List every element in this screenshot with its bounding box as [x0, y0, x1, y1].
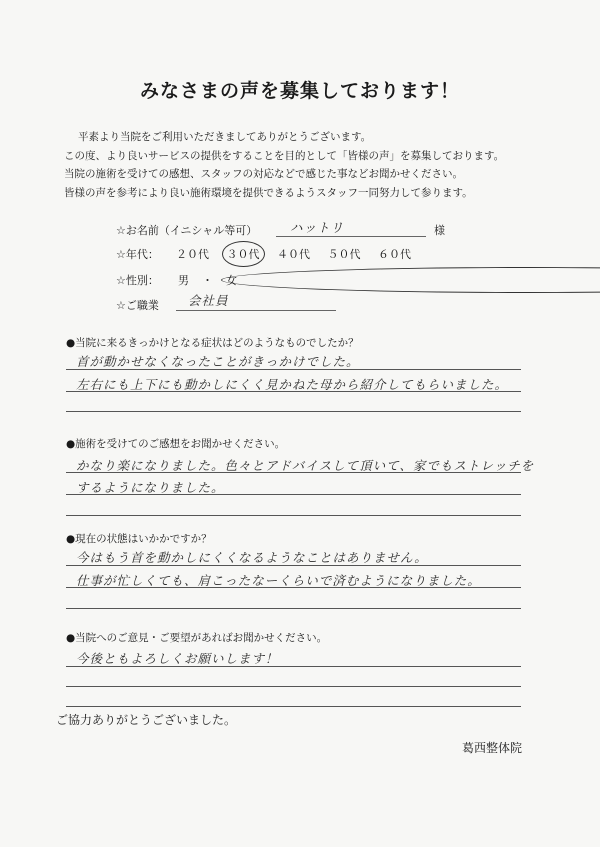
question-4: ●当院へのご意見・ご要望があればお聞かせください。 [66, 632, 328, 644]
age-option-selected: ３０代 [226, 248, 260, 261]
name-label: ☆お名前（イニシャル等可） [116, 224, 258, 237]
answer-rule [66, 515, 521, 516]
answer-3-line-2: 仕事が忙しくても、肩こったなーくらいで済むようになりました。 [76, 573, 481, 588]
question-1: ●当院に来るきっかけとなる症状はどのようなものでしたか？ [66, 337, 359, 349]
sex-separator: ・ [202, 274, 213, 287]
answer-2-line-2: するようになりました。 [76, 480, 225, 495]
age-option: ５０代 [327, 248, 361, 261]
intro-line: 当院の施術を受けての感想、スタッフの対応などで感じた事などお聞かせください。 [64, 168, 463, 180]
intro-line: 平素より当院をご利用いただきましてありがとうございます。 [78, 131, 372, 143]
job-value: 会社員 [188, 293, 229, 308]
answer-3-line-1: 今はもう首を動かしにくくなるようなことはありません。 [76, 550, 428, 565]
answer-2-line-1: かなり楽になりました。色々とアドバイスして頂いて、家でもストレッチを [76, 458, 535, 473]
answer-rule [66, 686, 521, 687]
answer-1-line-1: 首が動かせなくなったことがきっかけでした。 [76, 354, 360, 369]
question-2: ●施術を受けてのご感想をお聞かせください。 [66, 438, 286, 450]
name-underline [276, 236, 426, 237]
sex-label: ☆性別： [116, 274, 159, 287]
intro-line: この度、より良いサービスの提供をすることを目的として「皆様の声」を募集しております。 [64, 149, 505, 162]
age-option: ４０代 [277, 248, 310, 261]
name-value: ハットリ [290, 220, 345, 235]
answer-rule [66, 411, 521, 412]
age-option: ６０代 [378, 248, 411, 261]
answer-rule [66, 472, 521, 473]
answer-rule [66, 391, 521, 392]
thanks-message: ご協力ありがとうございました。 [56, 713, 237, 727]
answer-rule [66, 369, 521, 370]
intro-text [64, 128, 564, 202]
answer-rule [66, 565, 521, 566]
answer-1-line-2: 左右にも上下にも動かしにくく見かねた母から紹介してもらいました。 [76, 377, 509, 392]
age-label: ☆年代： [116, 248, 159, 261]
page-title: みなさまの声を募集しております！ [139, 80, 460, 102]
answer-rule [66, 706, 521, 707]
answer-rule [66, 666, 521, 667]
age-options [176, 246, 425, 262]
sex-male: 男 [178, 274, 189, 287]
question-3: ●現在の状態はいかかですか？ [66, 533, 212, 545]
intro-line: 皆様の声を参考により良い施術環境を提供できるようスタッフ一同努力して参ります。 [64, 186, 473, 199]
answer-4-line-1: 今後ともよろしくお願いします！ [76, 651, 279, 666]
honorific: 様 [434, 224, 445, 237]
job-underline [176, 310, 336, 311]
sex-female-selected: 女 [226, 272, 600, 288]
age-option: ２０代 [176, 248, 209, 261]
answer-rule [66, 494, 521, 495]
answer-rule [66, 608, 521, 609]
answer-rule [66, 587, 521, 588]
job-label: ☆ご職業 [116, 299, 159, 312]
clinic-name: 葛西整体院 [462, 741, 523, 755]
